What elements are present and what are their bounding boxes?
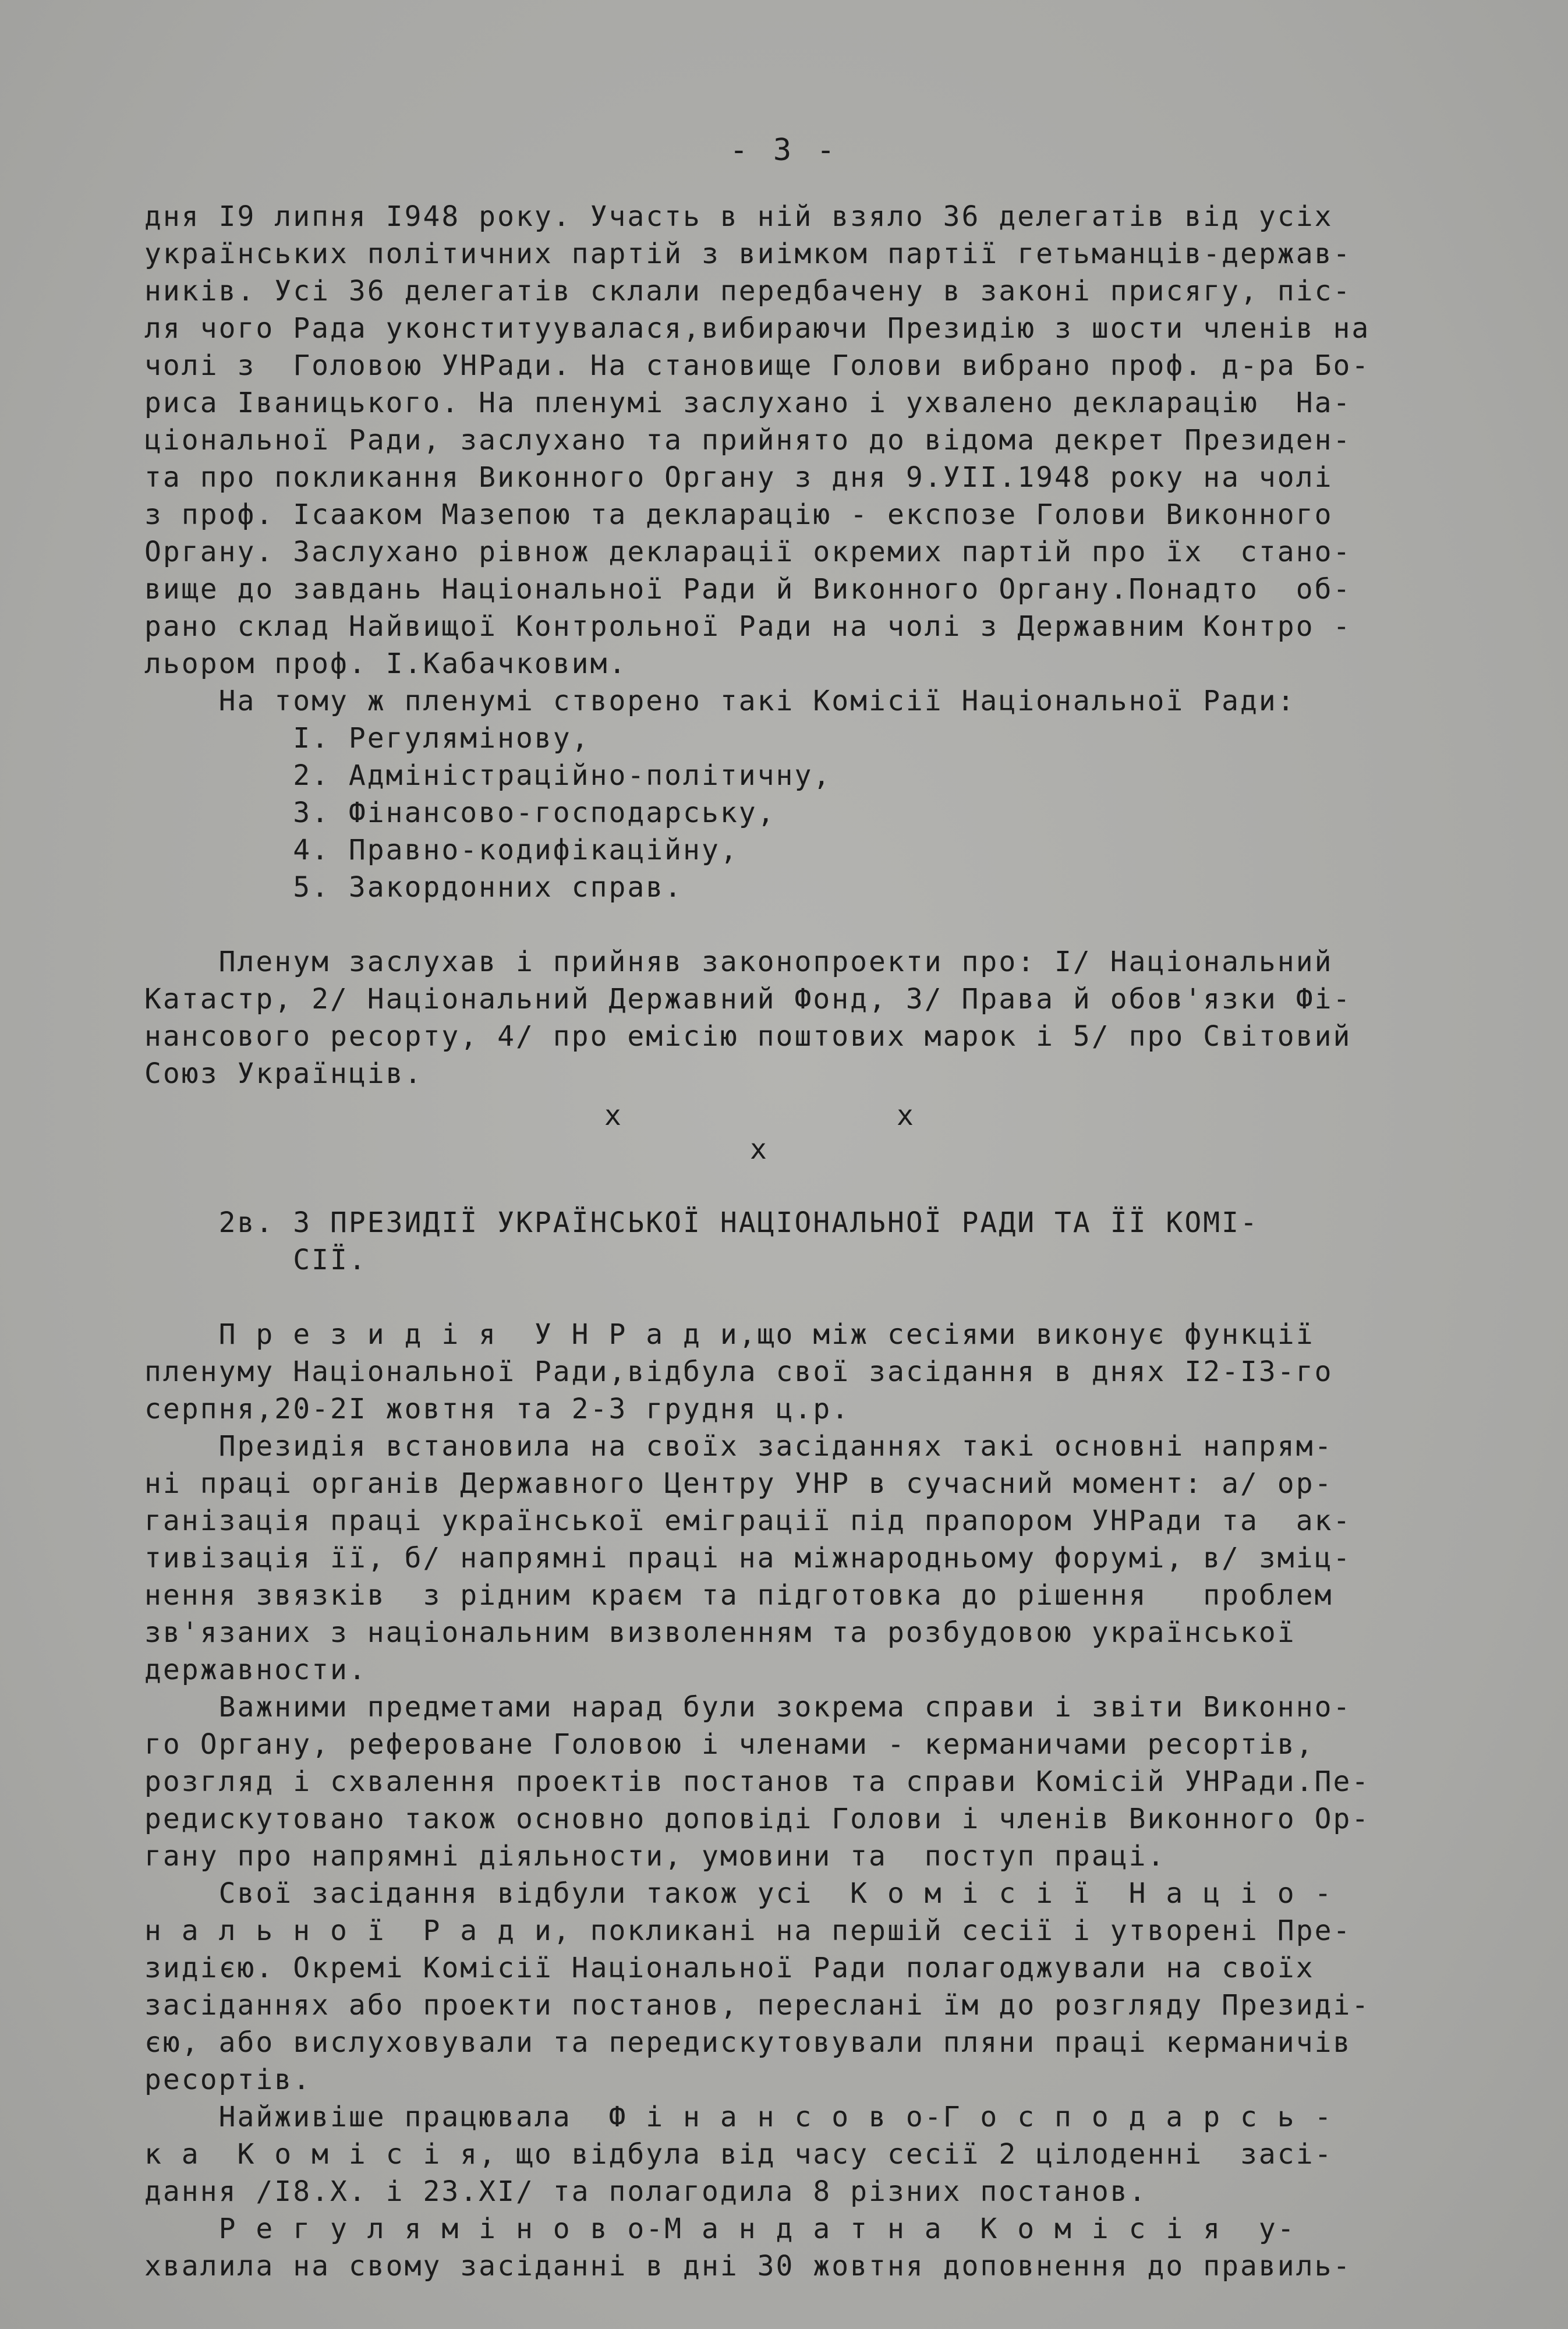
text-line: льором проф. І.Кабачковим. (144, 647, 628, 680)
text-line: Найживіше працювала Ф і н а н с о в о-Г о с п о д а р с ь - (144, 2101, 1333, 2133)
text-line: державности. (144, 1654, 367, 1686)
section-heading (144, 1204, 1501, 1279)
heading-line: СІЇ. (144, 1244, 367, 1276)
text-line: Важними предметами нарад були зокрема справи і звіти Виконно- (144, 1691, 1352, 1723)
text-line: тивізація її, б/ напрямні праці на міжнародньому форумі, в/ зміц- (144, 1542, 1352, 1574)
page-body (144, 198, 1501, 2285)
list-item: 4. Правно-кодифікаційну, (144, 834, 739, 866)
text-line: го Органу, рефероване Головою і членами - керманичами ресортів, (144, 1728, 1315, 1761)
text-line: чолі з Головою УНРади. На становище Голови вибрано проф. д-ра Бо- (144, 349, 1371, 382)
list-item: 2. Адміністраційно-політичну, (144, 759, 832, 792)
text-line: українських політичних партій з виімком партії гетьманців-держав- (144, 238, 1352, 270)
list-item: І. Регулямінову, (144, 722, 590, 755)
text-line: Катастр, 2/ Національний Державний Фонд, 3/ Права й обов'язки Фі- (144, 983, 1352, 1015)
separator-mark: x (604, 1099, 623, 1132)
commissions-intro: На тому ж пленумі створено такі Комісії Національної Ради: (144, 685, 1296, 717)
heading-line: 2в. З ПРЕЗИДІЇ УКРАЇНСЬКОЇ НАЦІОНАЛЬНОЇ РАДИ ТА ЇЇ КОМІ- (144, 1206, 1259, 1239)
text-line: розгляд і схвалення проектів постанов та справи Комісій УНРади.Пе- (144, 1765, 1371, 1798)
text-line: Пленум заслухав і прийняв законопроекти про: І/ Національний (144, 946, 1333, 978)
text-line: риса Іваницького. На пленумі заслухано і ухвалено декларацію На- (144, 387, 1352, 419)
text-line: ля чого Рада уконституувалася,вибираючи Президію з шости членів на (144, 312, 1371, 345)
text-line: Р е г у л я м і н о в о-М а н д а т н а К о м і с і я у- (144, 2213, 1296, 2245)
separator-mark: x (750, 1133, 769, 1166)
list-item: 3. Фінансово-господарську, (144, 797, 776, 829)
text-line: ганізація праці української еміграції під прапором УНРади та ак- (144, 1505, 1352, 1537)
text-line: Президія встановила на своїх засіданнях такі основні напрям- (144, 1430, 1333, 1463)
text-line: дня I9 липня I948 року. Участь в ній взяло 36 делегатів від усіх (144, 200, 1333, 233)
text-line: зв'язаних з національним визволенням та розбудовою української (144, 1616, 1296, 1649)
text-line: н а л ь н о ї Р а д и, покликані на першій сесії і утворені Пре- (144, 1914, 1352, 1947)
text-line: єю, або вислуховували та передискутовували пляни праці керманичів (144, 2026, 1352, 2059)
text-line: ресортів. (144, 2063, 312, 2096)
text-line: Свої засідання відбули також усі К о м і с і ї Н а ц і о - (144, 1877, 1333, 1910)
text-line: нансового ресорту, 4/ про емісію поштових марок і 5/ про Світовий (144, 1020, 1352, 1053)
paragraph-presidium (144, 1316, 1501, 2285)
text-line: ні праці органів Державного Центру УНР в сучасний момент: а/ ор- (144, 1467, 1333, 1500)
text-line: пленуму Національної Ради,відбула свої засідання в днях I2-I3-го (144, 1355, 1333, 1388)
text-line: Органу. Заслухано рівнож декларації окремих партій про їх стано- (144, 536, 1352, 568)
text-line: та про покликання Виконного Органу з дня 9.УІІ.1948 року на чолі (144, 461, 1333, 494)
list-item: 5. Закордонних справ. (144, 871, 684, 904)
text-line: Союз Українців. (144, 1057, 423, 1090)
commissions-list (144, 720, 1501, 906)
text-line: вище до завдань Національної Ради й Виконного Органу.Понадто об- (144, 573, 1352, 606)
text-line: зидією. Окремі Комісії Національної Ради полагоджували на своїх (144, 1952, 1315, 1984)
text-line: ціональної Ради, заслухано та прийнято до відома декрет Президен- (144, 424, 1352, 456)
text-line: ників. Усі 36 делегатів склали передбачену в законі присягу, піс- (144, 275, 1352, 307)
text-line: нення звязків з рідним краєм та підготовка до рішення проблем (144, 1579, 1333, 1612)
text-line: к а К о м і с і я, що відбула від часу сесії 2 цілоденні засі- (144, 2138, 1333, 2171)
paragraph-convention-report (144, 198, 1501, 682)
text-line: П р е з и д і я У Н Р а д и,що між сесіями виконує функції (144, 1318, 1315, 1351)
text-line: хвалила на свому засіданні в дні 30 жовтня доповнення до правиль- (144, 2250, 1352, 2282)
text-line: рано склад Найвищої Контрольної Ради на чолі з Державним Контро - (144, 610, 1352, 643)
text-line: серпня,20-2I жовтня та 2-3 грудня ц.р. (144, 1393, 851, 1425)
text-line: з проф. Ісааком Мазепою та декларацію - експозе Голови Виконного (144, 498, 1333, 531)
separator-mark: x (897, 1099, 915, 1132)
text-line: засіданнях або проекти постанов, переслані їм до розгляду Президі- (144, 1989, 1371, 2022)
text-line: гану про напрямні діяльности, умовини та поступ праці. (144, 1840, 1166, 1873)
page-number: - 3 - (730, 133, 838, 168)
separator (144, 1092, 1501, 1167)
paragraph-laws (144, 943, 1501, 1092)
text-line: дання /I8.X. і 23.XI/ та полагодила 8 різних постанов. (144, 2175, 1148, 2208)
text-line: редискутовано також основно доповіді Голови і членів Виконного Ор- (144, 1803, 1371, 1835)
